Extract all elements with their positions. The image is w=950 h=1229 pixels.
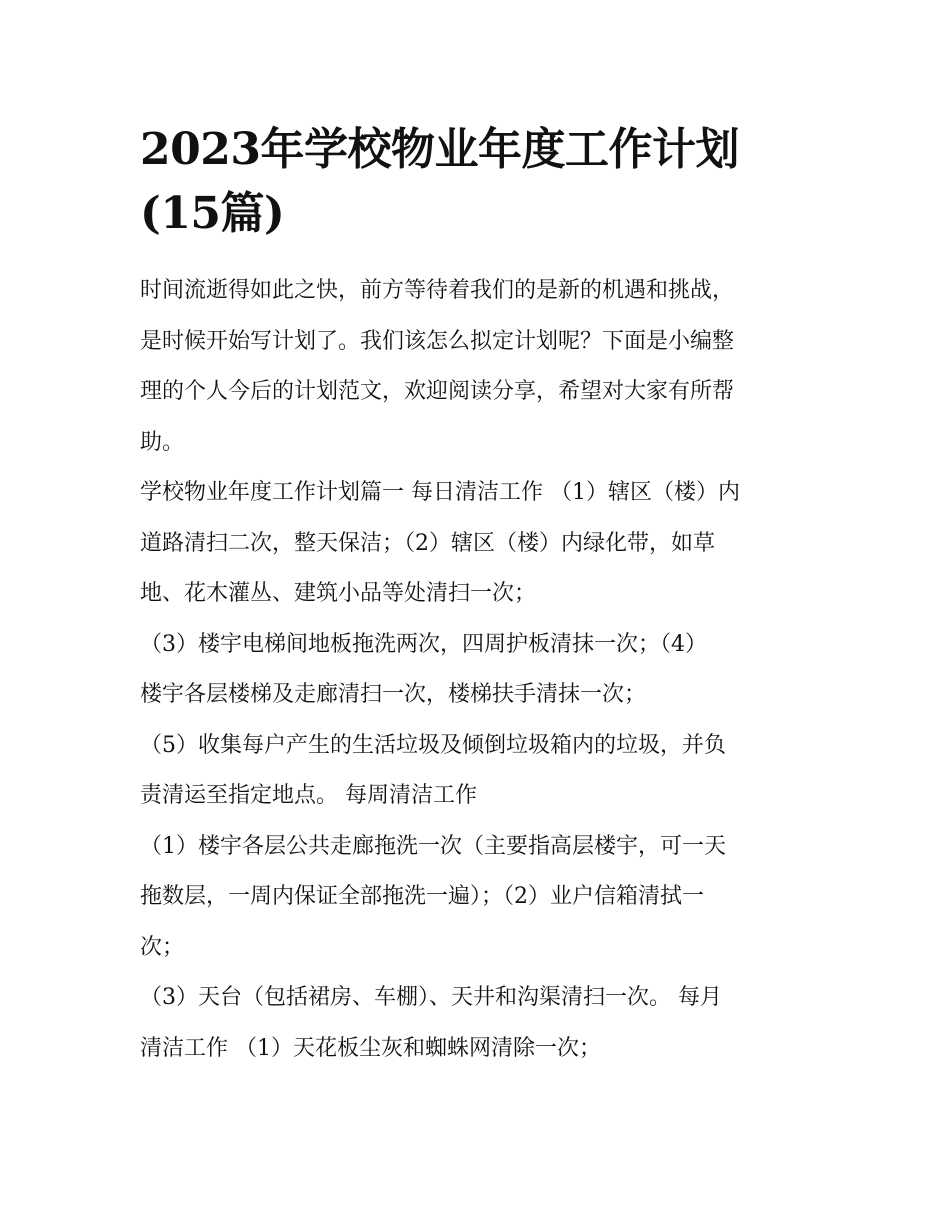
text-line: 是时候开始写计划了。我们该怎么拟定计划呢？下面是小编整 <box>140 328 735 354</box>
text-line: 清洁工作 （1）天花板尘灰和蜘蛛网清除一次； <box>140 1035 601 1061</box>
text-line: 楼宇各层楼梯及走廊清扫一次，楼梯扶手清抹一次； <box>140 682 647 707</box>
elevator-cleaning-paragraph <box>140 620 820 721</box>
text-line: 学校物业年度工作计划篇一 每日清洁工作 （1）辖区（楼）内 <box>140 480 740 505</box>
text-line: 地、花木灌丛、建筑小品等处清扫一次； <box>140 581 537 606</box>
daily-cleaning-paragraph <box>140 468 820 620</box>
text-line: 助。 <box>140 429 185 455</box>
text-line: 道路清扫二次，整天保洁；（2）辖区（楼）内绿化带，如草 <box>140 530 715 556</box>
text-line: 责清运至指定地点。 每周清洁工作 <box>140 783 477 808</box>
text-line: （1）楼宇各层公共走廊拖洗一次（主要指高层楼宇，可一天 <box>140 833 726 859</box>
document-body <box>140 266 820 1074</box>
text-line: 拖数层，一周内保证全部拖洗一遍）；（2）业户信箱清拭一 <box>140 884 704 909</box>
intro-paragraph <box>140 266 820 468</box>
text-line: （3）楼宇电梯间地板拖洗两次，四周护板清抹一次；（4） <box>140 631 707 657</box>
document-title <box>140 118 820 246</box>
title-line: 2023年学校物业年度工作计划 <box>140 124 739 175</box>
document-page <box>140 118 820 1074</box>
text-line: （5）收集每户产生的生活垃圾及倾倒垃圾箱内的垃圾，并负 <box>140 732 726 758</box>
text-line: 时间流逝得如此之快，前方等待着我们的是新的机遇和挑战， <box>140 278 735 303</box>
text-line: 理的个人今后的计划范文，欢迎阅读分享，希望对大家有所帮 <box>140 379 735 404</box>
text-line: （3）天台（包括裙房、车棚）、天井和沟渠清扫一次。 每月 <box>140 985 722 1010</box>
monthly-cleaning-paragraph <box>140 973 820 1074</box>
garbage-collection-paragraph <box>140 721 820 822</box>
text-line: 次； <box>140 934 185 960</box>
title-line: (15篇) <box>140 188 285 239</box>
weekly-cleaning-paragraph <box>140 822 820 974</box>
